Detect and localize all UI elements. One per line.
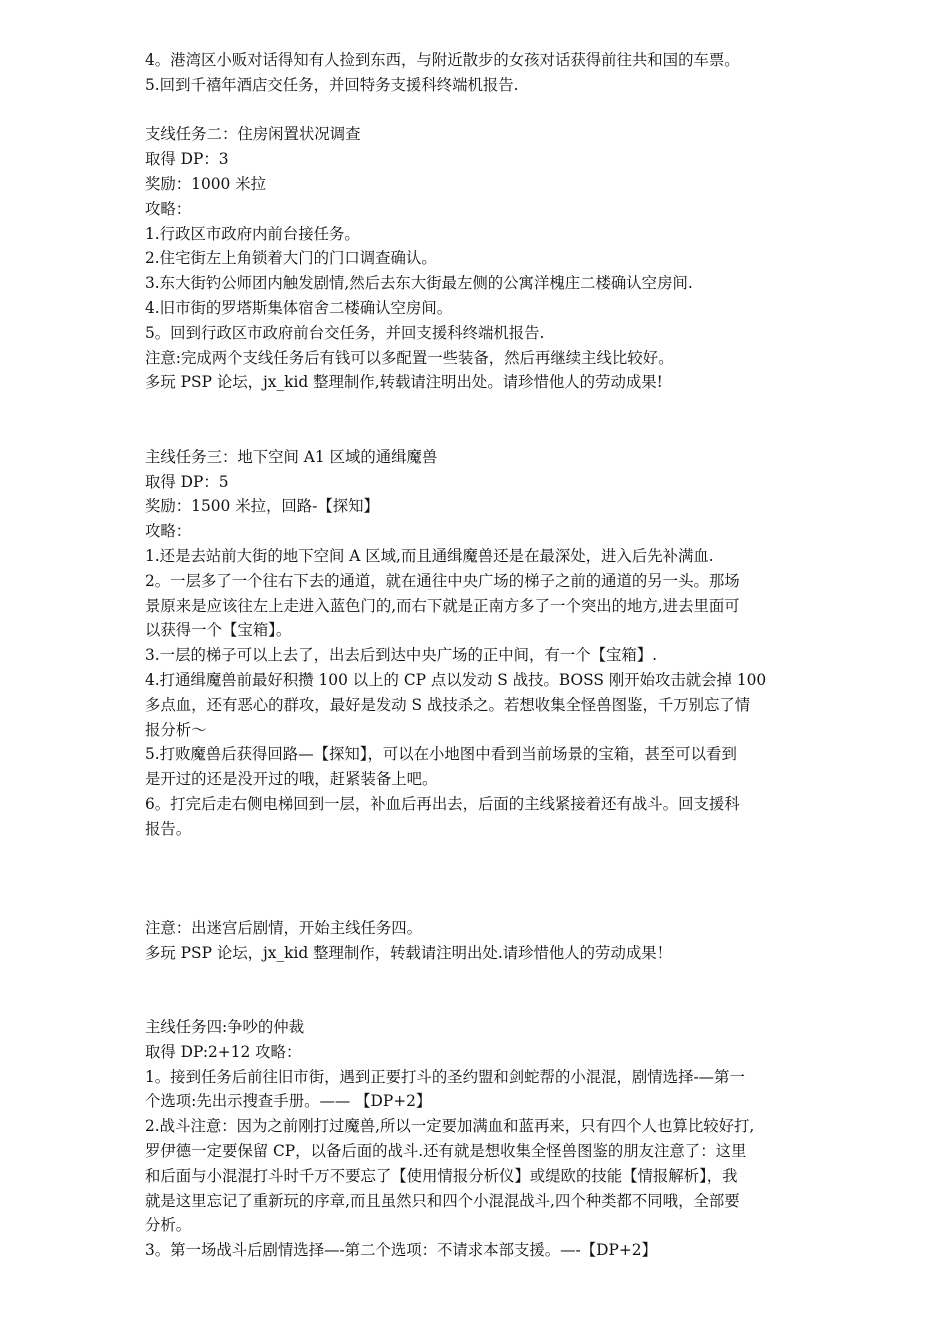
text-line: 3.一层的梯子可以上去了，出去后到达中央广场的正中间，有一个【宝箱】. [145,646,658,665]
text-line: 景原来是应该往左上走进入蓝色门的,而右下就是正南方多了一个突出的地方,进去里面可 [145,596,740,615]
text-line: 3。第一场战斗后剧情选择—-第二个选项：不请求本部支援。—-【DP+2】 [145,1241,657,1260]
text-line: 2。一层多了一个往右下去的通道，就在通往中央广场的梯子之前的通道的另一头。那场 [145,571,740,590]
text-line: 取得 DP：3 [145,150,229,169]
section-heading: 主线任务三：地下空间 A1 区域的通缉魔兽 [145,447,438,466]
text-line: 4.旧市街的罗塔斯集体宿舍二楼确认空房间。 [145,298,453,317]
spacer [145,395,815,445]
text-line: 攻略： [145,522,192,541]
text-line: 多点血，还有恶心的群攻，最好是发动 S 战技杀之。若想收集全怪兽图鉴，千万别忘了情 [145,695,751,714]
text-line: 是开过的还是没开过的哦，赶紧装备上吧。 [145,770,438,789]
text-line: 罗伊德一定要保留 CP，以备后面的战斗.还有就是想收集全怪兽图鉴的朋友注意了：这里 [145,1142,747,1161]
text-line: 分析。 [145,1216,192,1235]
section-heading: 支线任务二：住房闲置状况调查 [145,125,361,144]
text-line: 奖励：1000 米拉 [145,174,267,193]
text-line: 3.东大街钓公师团内触发剧情,然后去东大街最左侧的公寓洋槐庄二楼确认空房间. [145,274,693,293]
text-line: 1。接到任务后前往旧市街，遇到正要打斗的圣约盟和剑蛇帮的小混混，剧情选择-—第一 [145,1067,745,1086]
text-line: 取得 DP:2+12 攻略： [145,1042,302,1061]
spacer [145,965,815,1015]
text-line: 奖励：1500 米拉，回路-【探知】 [145,497,379,516]
spacer [145,98,815,123]
text-line: 报告。 [145,819,192,838]
text-line: 4.打通缉魔兽前最好积攒 100 以上的 CP 点以发动 S 战技。BOSS 刚开始攻击就会掉 100 [145,670,767,689]
text-line: 取得 DP：5 [145,472,229,491]
text-line: 1.还是去站前大街的地下空间 A 区域,而且通缉魔兽还是在最深处，进入后先补满血. [145,546,714,565]
text-line: 5.打败魔兽后获得回路—【探知】，可以在小地图中看到当前场景的宝箱，甚至可以看到 [145,745,737,764]
text-line: 以获得一个【宝箱】。 [145,621,292,640]
text-line: 2.战斗注意：因为之前刚打过魔兽,所以一定要加满血和蓝再来，只有四个人也算比较好打, [145,1117,755,1136]
credit-line: 多玩 PSP 论坛，jx_kid 整理制作，转载请注明出处.请珍惜他人的劳动成果！ [145,943,673,962]
text-line: 2.住宅街左上角锁着大门的门口调查确认。 [145,249,437,268]
note-line: 注意:完成两个支线任务后有钱可以多配置一些装备，然后再继续主线比较好。 [145,348,674,367]
text-line: 就是这里忘记了重新玩的序章,而且虽然只和四个小混混战斗,四个种类都不同哦，全部要 [145,1191,740,1210]
text-line: 攻略： [145,199,192,218]
text-line: 4。港湾区小贩对话得知有人捡到东西，与附近散步的女孩对话获得前往共和国的车票。 [145,51,740,69]
section-heading: 主线任务四:争吵的仲裁 [145,1018,305,1037]
document-page [145,48,815,1263]
text-line: 和后面与小混混打斗时千万不要忘了【使用情报分析仪】或缇欧的技能【情报解析】，我 [145,1166,738,1185]
note-line: 注意：出迷宫后剧情，开始主线任务四。 [145,918,423,937]
text-line: 5。回到行政区市政府前台交任务，并回支援科终端机报告. [145,323,545,342]
text-line: 1.行政区市政府内前台接任务。 [145,224,360,243]
text-line: 5.回到千禧年酒店交任务，并回特务支援科终端机报告. [145,75,519,94]
text-line: 个选项:先出示搜查手册。—— 【DP+2】 [145,1092,432,1111]
credit-line: 多玩 PSP 论坛，jx_kid 整理制作,转载请注明出处。请珍惜他人的劳动成果! [145,373,663,392]
spacer [145,842,815,916]
text-line: 6。打完后走右侧电梯回到一层，补血后再出去，后面的主线紧接着还有战斗。回支援科 [145,794,740,813]
text-line: 报分析～ [145,720,207,739]
